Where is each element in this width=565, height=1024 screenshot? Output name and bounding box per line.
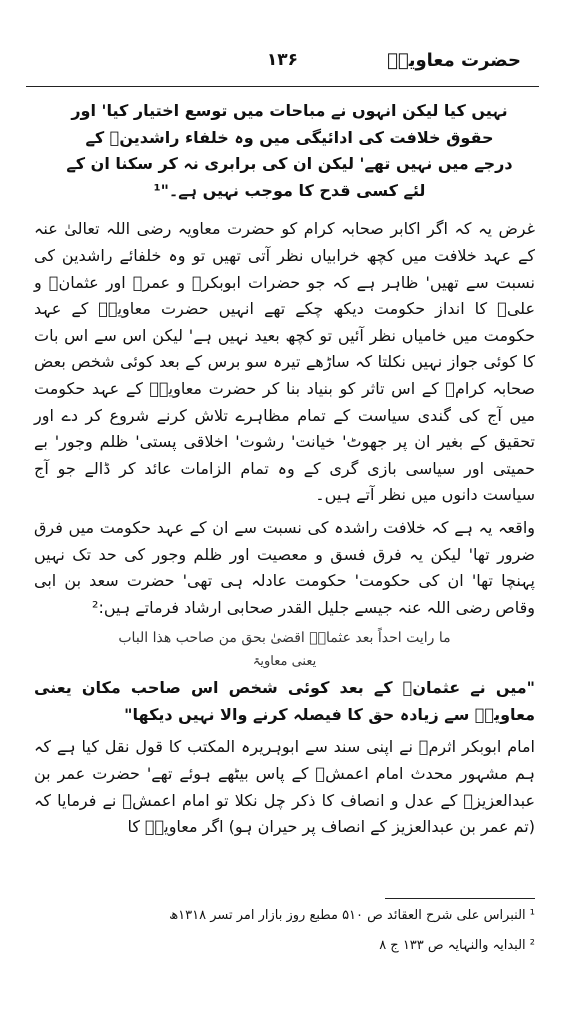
page-number: ۱۳۶ [266,50,299,70]
paragraph-1: غرض یہ کہ اگر اکابر صحابہ کرام کو حضرت معاویہ رضی اللہ تعالیٰ عنہ کے عہد خلافت میں کچھ خرابیاں نظر آتی تھیں تو وہ خلفائے راشدین کی نسبت سے تھیں' ظاہر ہے کہ جو حضرات ابوبکرؓ و عمرؓ اور عثمانؓ و علیؓ کا انداز حکومت دیکھ چکے تھے انہیں حضرت معاویہؓ کے عہد حکومت میں خامیاں نظر آئیں تو کچھ بعید نہیں ہے' لیکن اس سے اس بات کا کوئی جواز نہیں نکلتا کہ ساڑھے تیرہ سو برس کے بعد کوئی شخص بعض صحابہ کرامؓ کے اس تاثر کو بنیاد بنا کر حضرت معاویہؓ کے عہد حکومت میں آج کی گندی سیاست کے تمام مظاہرے تلاش کرنے شروع کر دے اور تحقیق کے بغیر ان پر جھوٹ' خیانت' رشوت' اخلاقی پستی' ظلم وجور' بے حمیتی اور سیاسی بازی گری کے وہ تمام الزامات عائد کر ڈالے جو آج سیاست دانوں میں نظر آتے ہیں۔ [34,219,535,505]
footnote-rule [385,898,535,899]
footnotes [34,905,535,965]
footnote-2: ² البدایہ والنہایہ ص ۱۳۳ ج ۸ [379,938,535,953]
paragraph-2: واقعہ یہ ہے کہ خلافت راشدہ کی نسبت سے ان کے عہد حکومت میں فرق ضرور تھا' لیکن یہ فرق فسق و معصیت اور ظلم وجور کی حد تک نہیں پہنچا تھا' ان کی حکومت' حکومت عادلہ ہی تھی' حضرت سعد بن ابی وقاص رضی اللہ عنہ جیسے جلیل القدر صحابی ارشاد فرماتے ہیں:² [34,517,535,617]
chapter-title: حضرت معاویہؓ [387,50,521,71]
quoted-passage: نہیں کیا لیکن انہوں نے مباحات میں توسع اختیار کیا' اور حقوق خلافت کی ادائیگی میں وہ خلفاء راشدینؓ کے درجے میں نہیں تھے' لیکن ان کی برابری نہ کر سکنا ان کے لئے کسی قدح کا موجب نہیں ہے۔"¹ [66,101,513,200]
quote-translation: "میں نے عثمانؓ کے بعد کوئی شخص اس صاحب مکان یعنی معاویہؓ سے زیادہ حق کا فیصلہ کرنے والا نہیں دیکھا" [34,678,535,724]
arabic-quote-line-2: یعنی معاویۃ [252,654,317,670]
paragraph-3: امام ابوبکر اثرمؒ نے اپنی سند سے ابوہریرہ المکتب کا قول نقل کیا ہے کہ ہم مشہور محدث امام اعمشؒ کے پاس بیٹھے ہوئے تھے' حضرت عمر بن عبدالعزیزؒ کے عدل و انصاف کا ذکر چل نکلا تو امام اعمشؒ نے فرمایا کہ (تم عمر بن عبدالعزیز کے انصاف پر حیران ہو) اگر معاویہؓ کا [34,737,535,837]
running-header [26,46,539,87]
page-body [34,98,535,847]
arabic-quote-line-1: ما رایت احداً بعد عثمانؓ اقضیٰ بحق من صاحب ھذا الباب [118,630,451,647]
footnote-1: ¹ النبراس علی شرح العقائد ص ۵۱۰ مطبع روز بازار امر تسر ۱۳۱۸ھ [169,908,535,923]
